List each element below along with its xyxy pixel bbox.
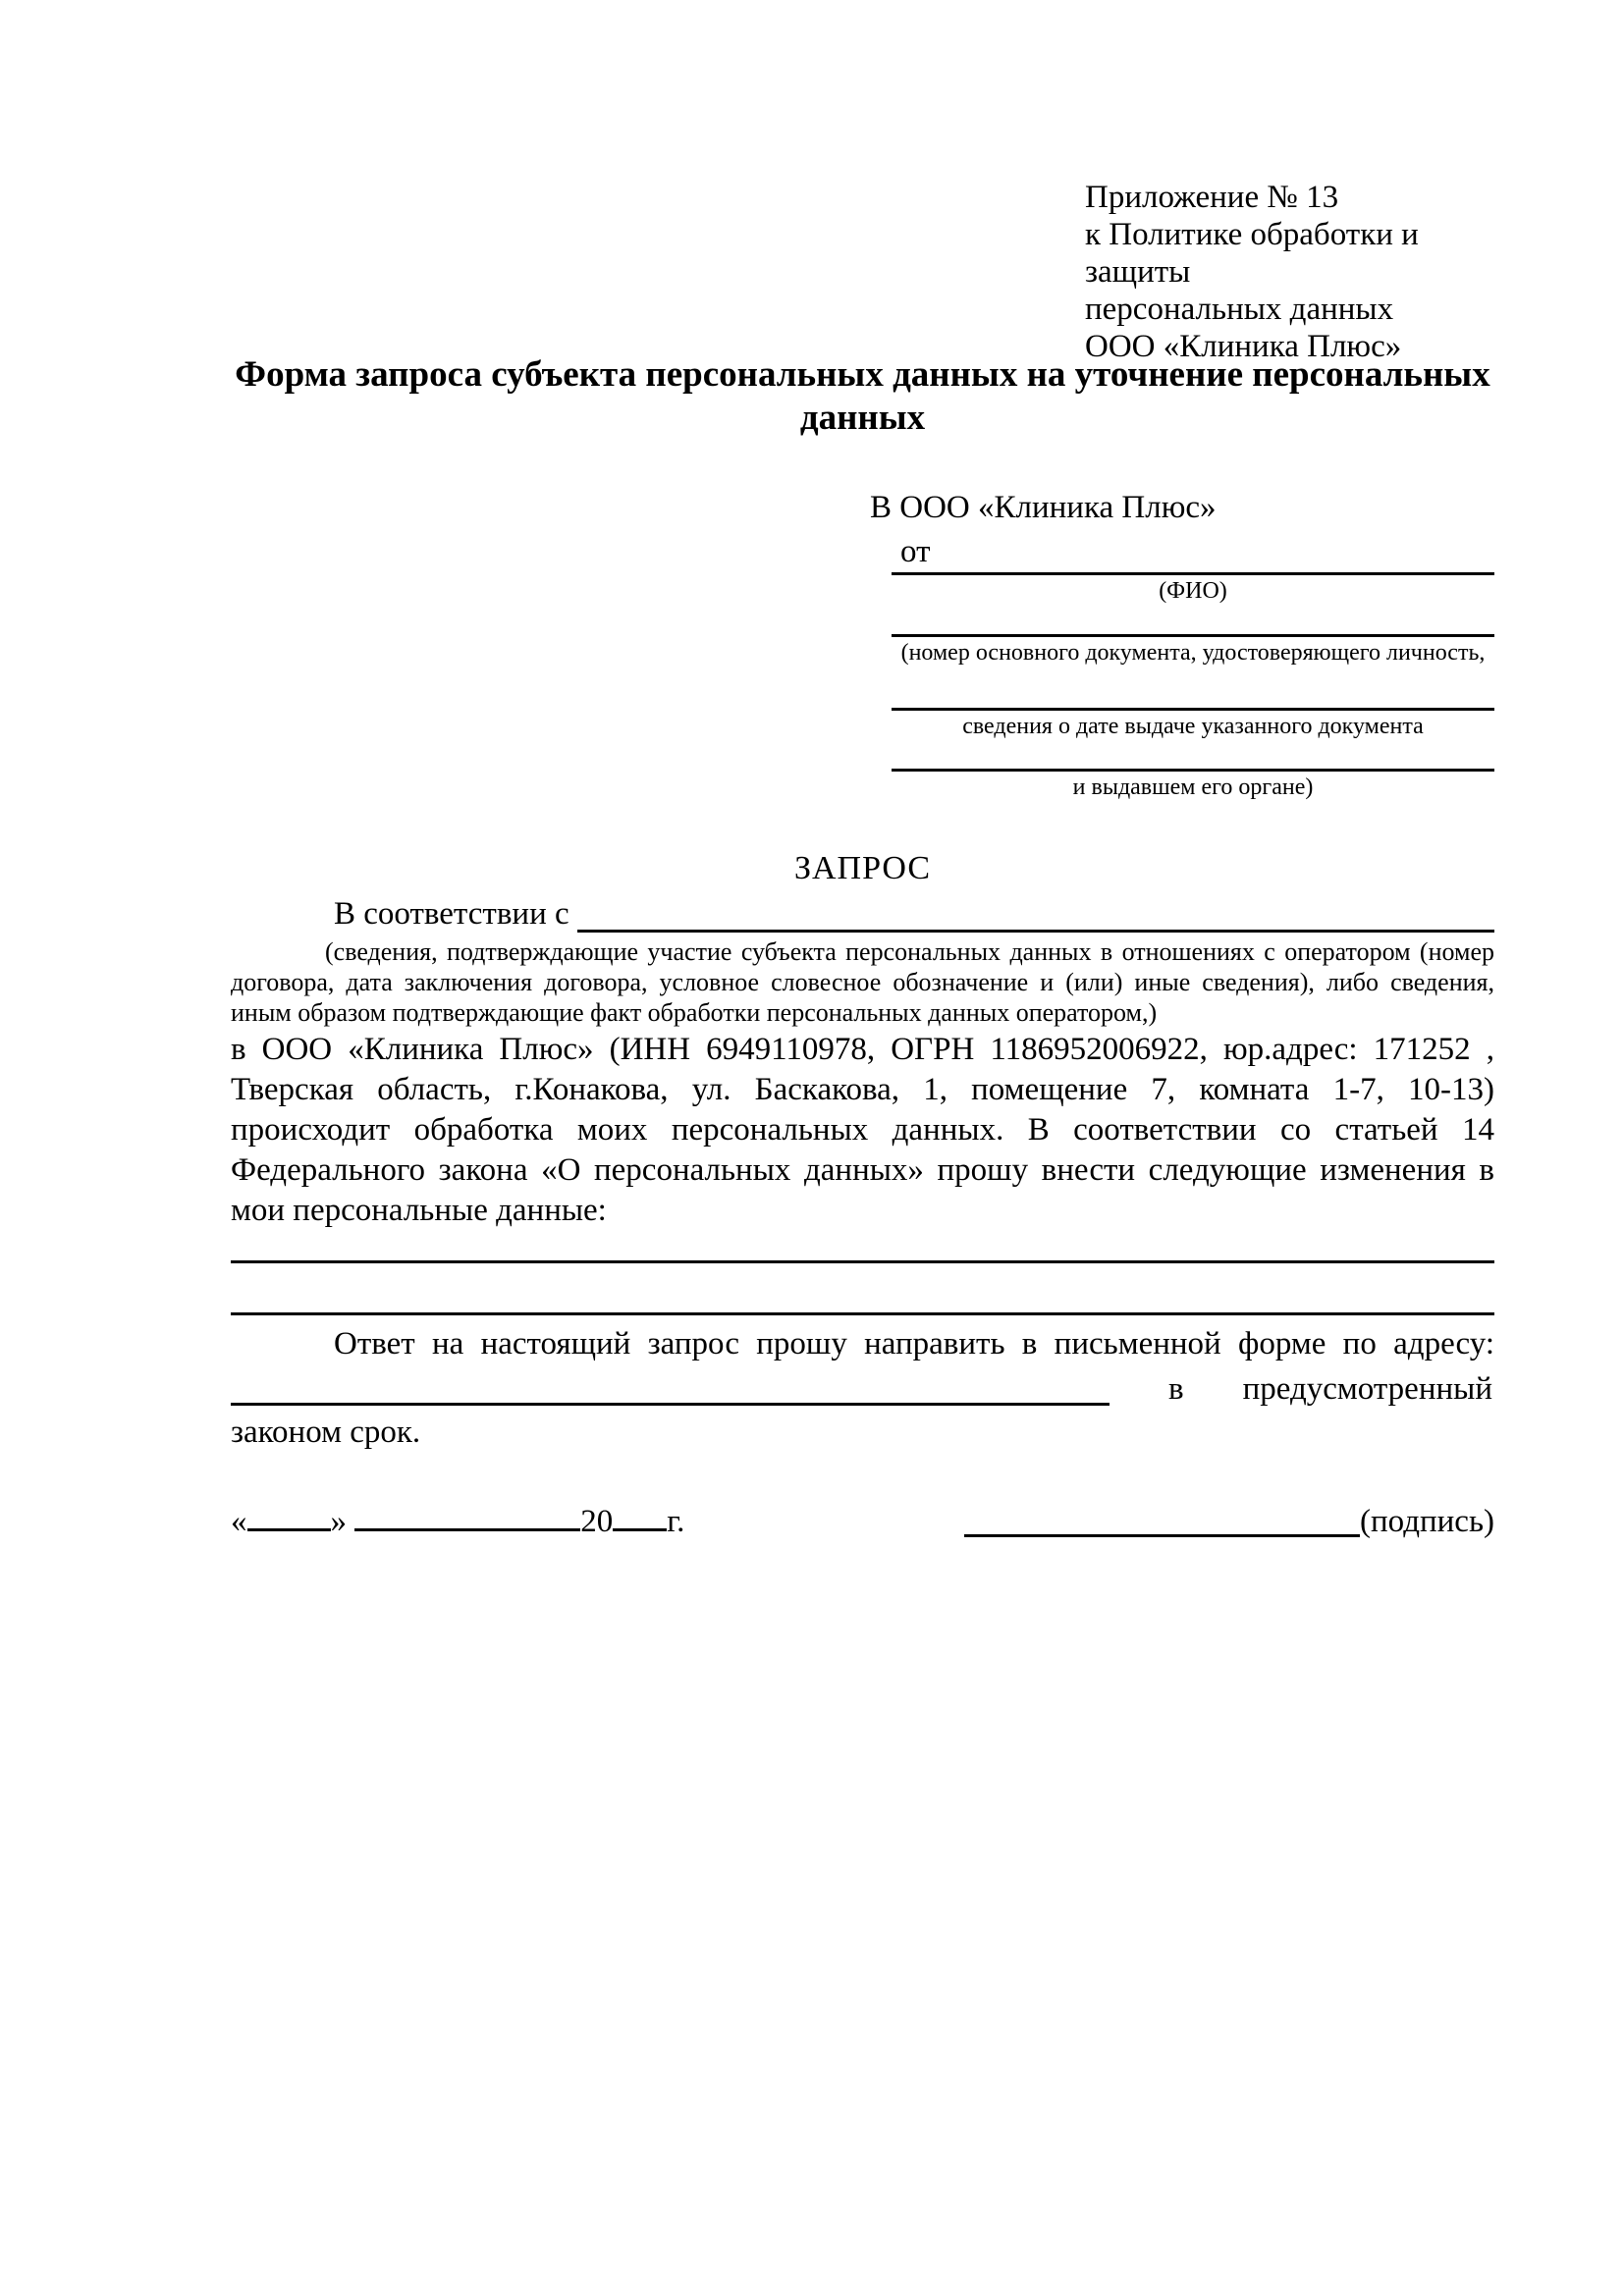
document-number-field-label: (номер основного документа, удостоверяющего личность, — [900, 640, 1486, 666]
response-term-line: законом срок. — [231, 1415, 421, 1450]
fio-field-label: (ФИО) — [1159, 578, 1227, 604]
accordance-prefix: В соответствии с — [334, 896, 569, 932]
issue-date-blank-line — [892, 708, 1494, 711]
accordance-blank-line — [577, 896, 1494, 933]
issuing-authority-blank-line — [892, 769, 1494, 772]
date-month-blank — [354, 1499, 580, 1531]
date-year-prefix: 20 — [580, 1504, 614, 1539]
appendix-line-3: персональных данных — [1085, 292, 1394, 327]
signature-label: (подпись) — [1360, 1504, 1494, 1539]
body-paragraph: в ООО «Клиника Плюс» (ИНН 6949110978, ОГРН 1186952006922, юр.адрес: 171252 , Тверская область, г.Конакова, ул. Баскакова, 1, помещение 7, комната 1-7, 10-13) происходит обработка моих персональных данных. В соответствии со статьей 14 Федерального закона «О персональных данных» прошу внести следующие изменения в мои персональные данные: — [231, 1032, 1494, 1228]
document-title: Форма запроса субъекта персональных данных на уточнение персональных данных — [235, 354, 1490, 438]
signature-group — [964, 1502, 1494, 1541]
response-address-sentence: Ответ на настоящий запрос прошу направить в письменной форме по адресу: — [334, 1326, 1494, 1362]
date-year-blank — [613, 1499, 667, 1531]
addressee-from-label: от — [900, 534, 931, 569]
accordance-row — [231, 893, 1494, 933]
date-group — [231, 1499, 684, 1541]
document-number-blank-line — [892, 634, 1494, 637]
issue-date-field-label: сведения о дате выдаче указанного документа — [962, 714, 1424, 739]
appendix-line-1: Приложение № 13 — [1085, 180, 1339, 215]
issuing-authority-field-label: и выдавшем его органе) — [1072, 774, 1314, 800]
signature-blank-line — [964, 1505, 1360, 1537]
date-day-blank — [247, 1499, 331, 1531]
date-close-quote: » — [330, 1504, 347, 1539]
accordance-caption: (сведения, подтверждающие участие субъекта персональных данных в отношениях с оператором (номер договора, дата заключения договора, условное словесное обозначение и (или) иные сведения), либо сведения, иным образом подтверждающие факт обработки персональных данных оператором,) — [231, 937, 1494, 1027]
fio-blank-line — [892, 572, 1494, 575]
request-heading: ЗАПРОС — [793, 850, 932, 886]
addressee-block — [870, 489, 1494, 801]
date-open-quote: « — [231, 1504, 247, 1539]
address-blank-line — [231, 1367, 1110, 1406]
appendix-line-2: к Политике обработки и защиты — [1085, 217, 1419, 290]
addressee-to: В ООО «Клиника Плюс» — [870, 490, 1217, 525]
date-signature-row — [231, 1499, 1494, 1541]
response-word-v: в — [1168, 1371, 1184, 1407]
appendix-block — [1085, 179, 1517, 365]
response-word-predusmotrenny: предусмотренный — [1242, 1371, 1492, 1407]
response-address-row — [231, 1367, 1494, 1411]
request-section — [231, 850, 1494, 1541]
changes-blank-line-1 — [231, 1231, 1494, 1263]
changes-blank-line-2 — [231, 1263, 1494, 1315]
appendix-line-4: ООО «Клиника Плюс» — [1085, 329, 1402, 364]
date-year-suffix: г. — [667, 1504, 685, 1539]
